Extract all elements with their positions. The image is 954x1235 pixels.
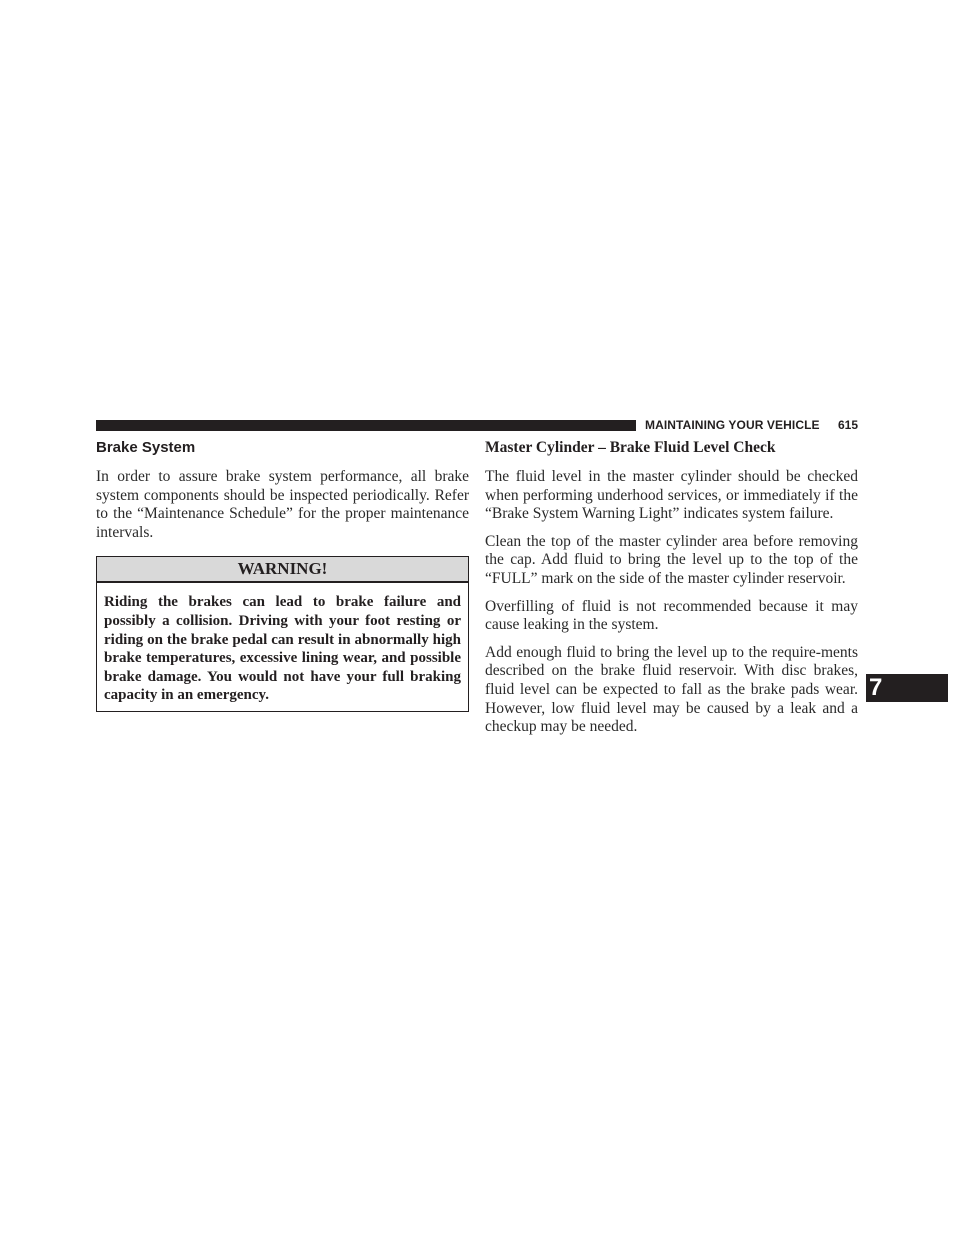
warning-box	[96, 556, 469, 712]
warning-text: Riding the brakes can lead to brake failure and possibly a collision. Driving with your foot resting or riding on the brake pedal can result in abnormally high brake temperatures, excessive lining wear, and possible brake damage. You would not have your full braking capacity in an emergency.	[104, 594, 461, 704]
brake-system-heading: Brake System	[96, 439, 196, 456]
running-header-title: MAINTAINING YOUR VEHICLE	[645, 418, 820, 432]
warning-title: WARNING!	[97, 557, 468, 583]
paragraph: Add enough fluid to bring the level up to the require-ments described on the brake fluid reservoir. With disc brakes, fluid level can be expected to fall as the brake pads wear. However, low fluid level may be caused by a leak and a checkup may be needed.	[485, 643, 858, 736]
master-cylinder-heading: Master Cylinder – Brake Fluid Level Check	[485, 439, 776, 456]
paragraph: The fluid level in the master cylinder should be checked when performing underhood services, or immediately if the “Brake System Warning Light” indicates system failure.	[485, 468, 858, 523]
page-number: 615	[838, 418, 859, 432]
chapter-tab: 7	[866, 674, 948, 702]
left-column	[96, 438, 469, 712]
paragraph: Overfilling of fluid is not recommended because it may cause leaking in the system.	[485, 597, 858, 634]
paragraph: Clean the top of the master cylinder area before removing the cap. Add fluid to bring the level up to the top of the “FULL” mark on the side of the master cylinder reservoir.	[485, 532, 858, 587]
header-rule	[96, 420, 636, 431]
brake-system-paragraph: In order to assure brake system performance, all brake system components should be inspected periodically. Refer to the “Maintenance Schedule” for the proper maintenance intervals.	[96, 468, 469, 541]
right-column	[485, 438, 858, 746]
